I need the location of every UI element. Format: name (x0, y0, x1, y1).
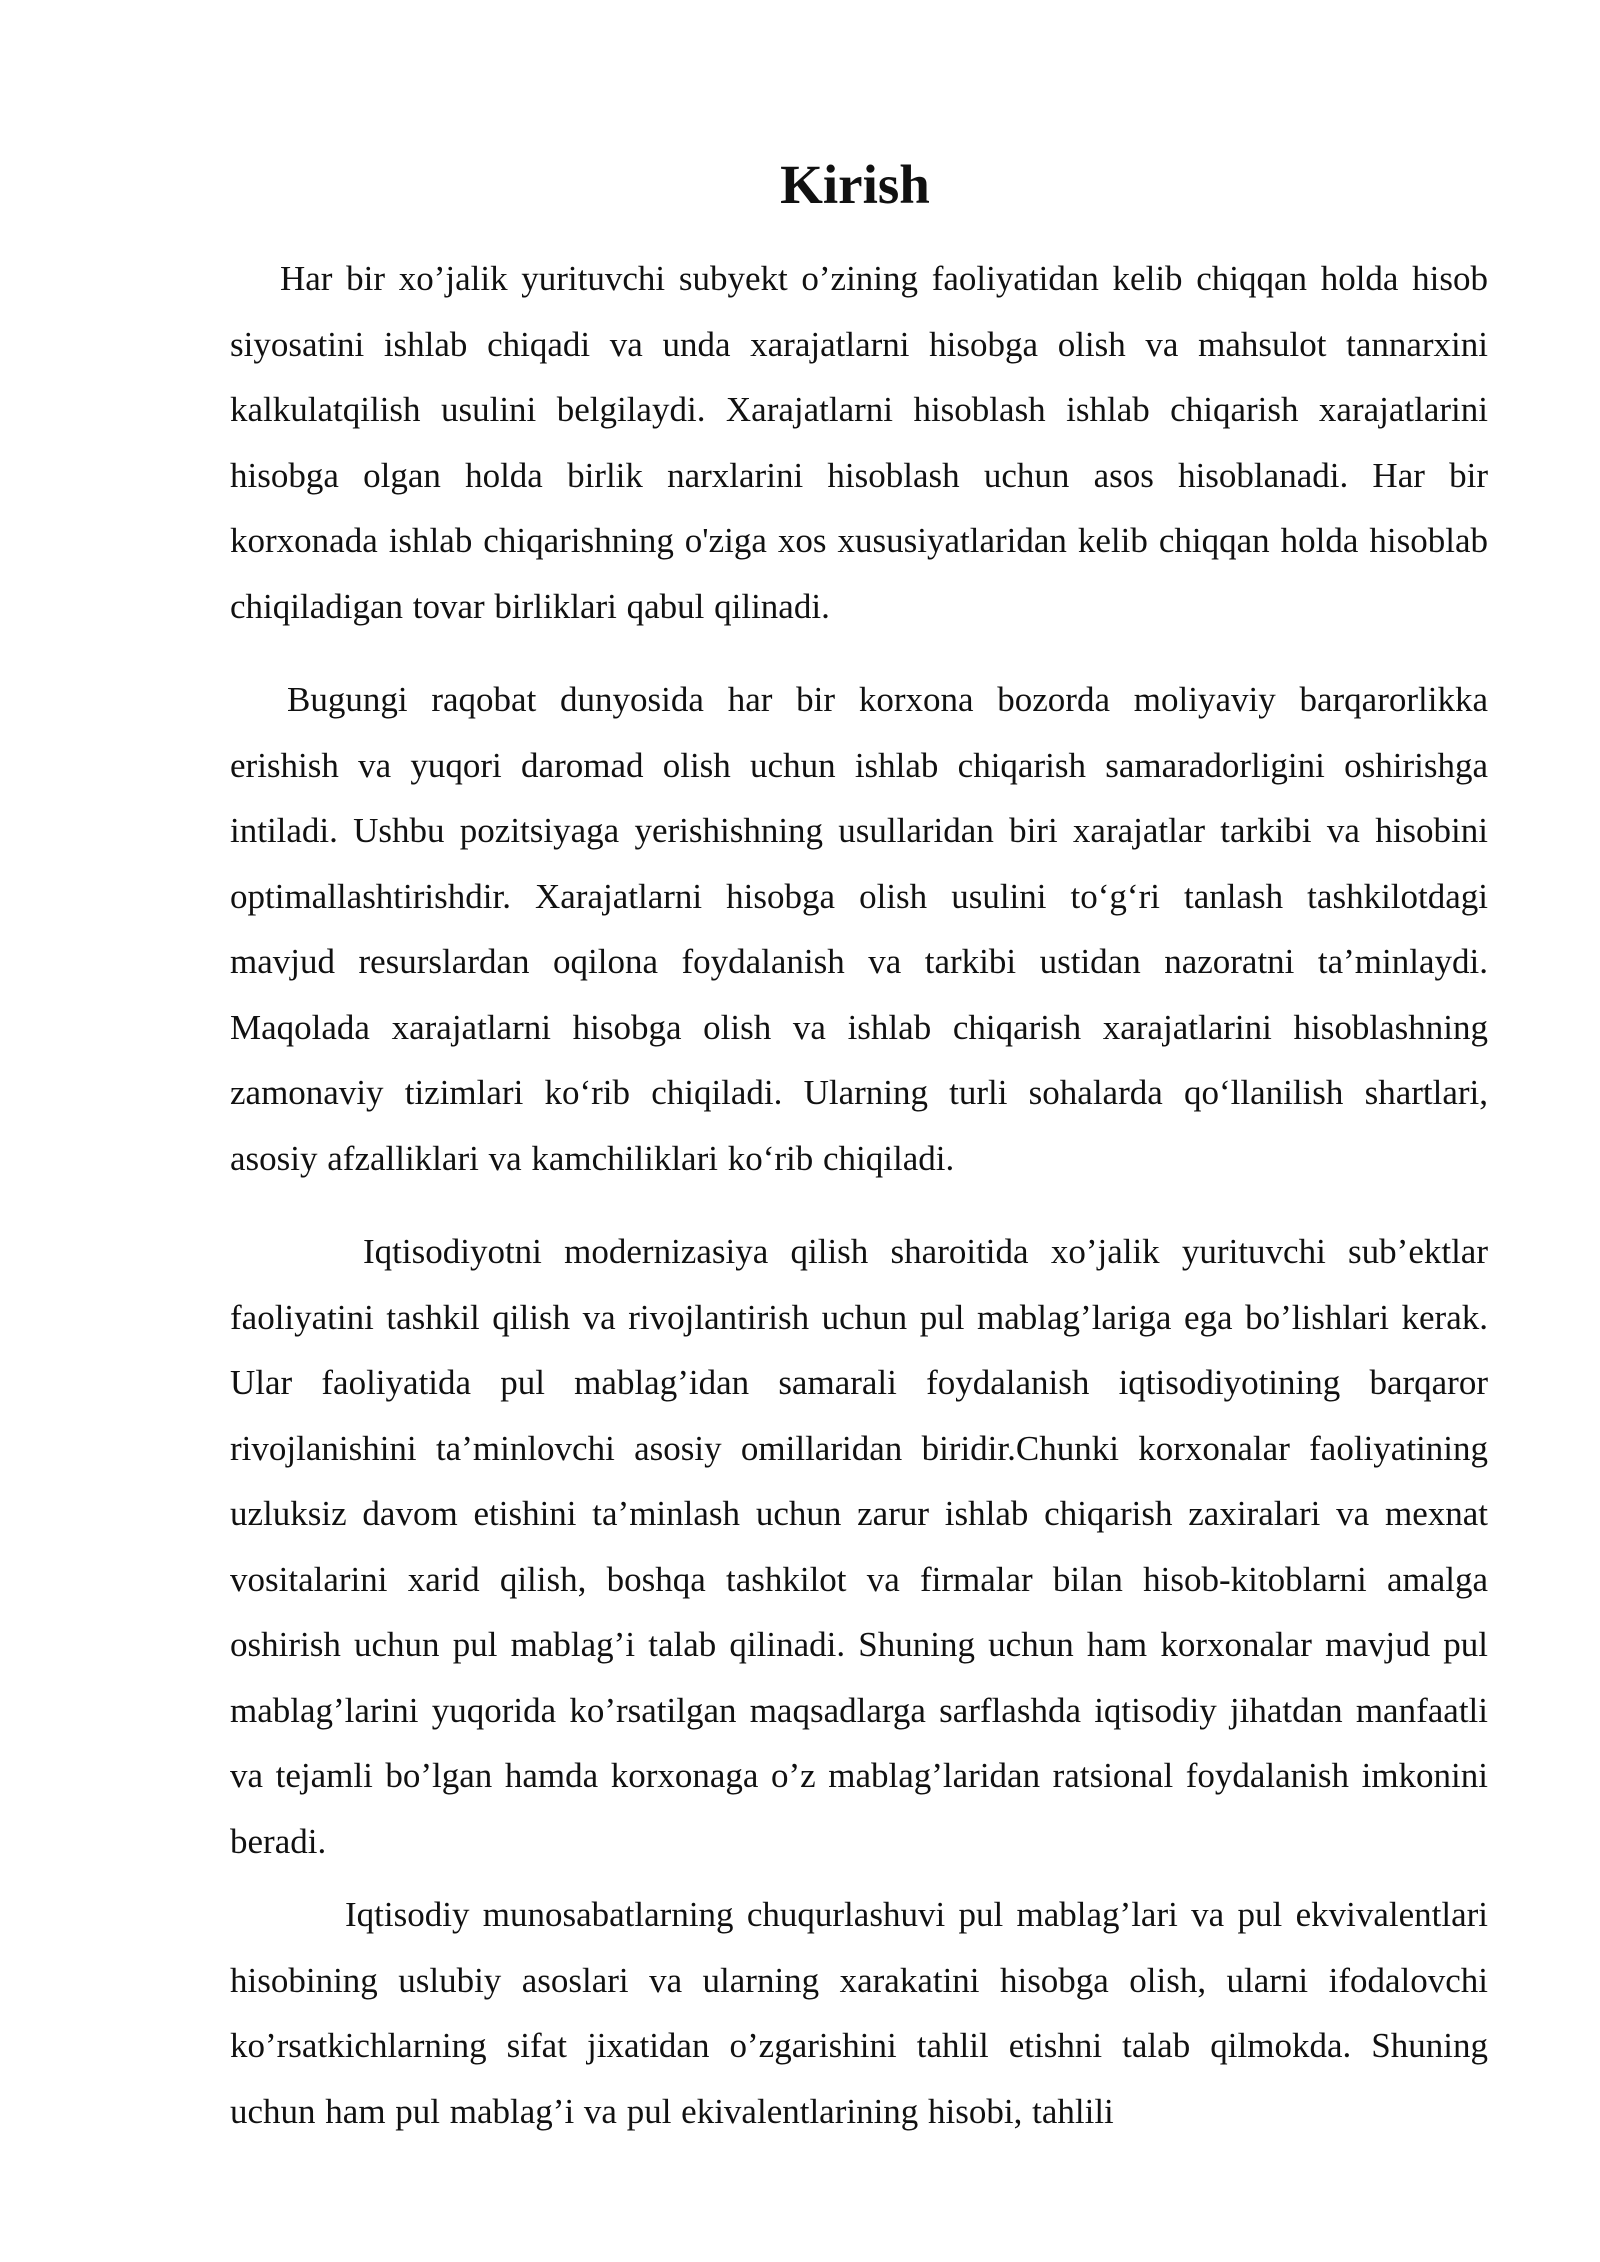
paragraph-3: Iqtisodiyotni modernizasiya qilish sharoitida xo’jalik yurituvchi sub’ektlar faoliyatini tashkil qilish va rivojlantirish uchun pul mablag’lariga ega bo’lishlari kerak. Ular faoliyatida pul mablag’idan samarali foydalanish iqtisodiyotining barqaror rivojlanishini ta’minlovchi asosiy omillaridan biridir.Chunki korxonalar faoliyatining uzluksiz davom etishini ta’minlash uchun zarur ishlab chiqarish zaxiralari va mexnat vositalarini xarid qilish, boshqa tashkilot va firmalar bilan hisob-kitoblarni amalga oshirish uchun pul mablag’i talab qilinadi. Shuning uchun ham korxonalar mavjud pul mablag’larini yuqorida ko’rsatilgan maqsadlarga sarflashda iqtisodiy jihatdan manfaatli va tejamli bo’lgan hamda korxonaga o’z mablag’laridan ratsional foydalanish imkonini beradi. (230, 1232, 1488, 1861)
paragraph-1: Har bir xo’jalik yurituvchi subyekt o’zining faoliyatidan kelib chiqqan holda hisob siyosatini ishlab chiqadi va unda xarajatlarni hisobga olish va mahsulot tannarxini kalkulatqilish usulini belgilaydi. Xarajatlarni hisoblash ishlab chiqarish xarajatlarini hisobga olgan holda birlik narxlarini hisoblash uchun asos hisoblanadi. Har bir korxonada ishlab chiqarishning o'ziga xos xususiyatlaridan kelib chiqqan holda hisoblab chiqiladigan tovar birliklari qabul qilinadi. (230, 259, 1488, 626)
paragraph-4: Iqtisodiy munosabatlarning chuqurlashuvi pul mablag’lari va pul ekvivalentlari hisobining uslubiy asoslari va ularning xarakatini hisobga olish, ularni ifodalovchi ko’rsatkichlarning sifat jixatidan o’zgarishini tahlil etishni talab qilmokda. Shuning uchun ham pul mablag’i va pul ekivalentlarining hisobi, tahlili (230, 1895, 1488, 2131)
paragraph-2: Bugungi raqobat dunyosida har bir korxona bozorda moliyaviy barqarorlikka erishish va yuqori daromad olish uchun ishlab chiqarish samaradorligini oshirishga intiladi. Ushbu pozitsiyaga yerishishning usullaridan biri xarajatlar tarkibi va hisobini optimallashtirishdir. Xarajatlarni hisobga olish usulini to‘g‘ri tanlash tashkilotdagi mavjud resurslardan oqilona foydalanish va tarkibi ustidan nazoratni ta’minlaydi. Maqolada xarajatlarni hisobga olish va ishlab chiqarish xarajatlarini hisoblashning zamonaviy tizimlari ko‘rib chiqiladi. Ularning turli sohalarda qo‘llanilish shartlari, asosiy afzalliklari va kamchiliklari ko‘rib chiqiladi. (230, 680, 1488, 1178)
document-body (230, 246, 1488, 2144)
page-title: Kirish (780, 154, 930, 215)
